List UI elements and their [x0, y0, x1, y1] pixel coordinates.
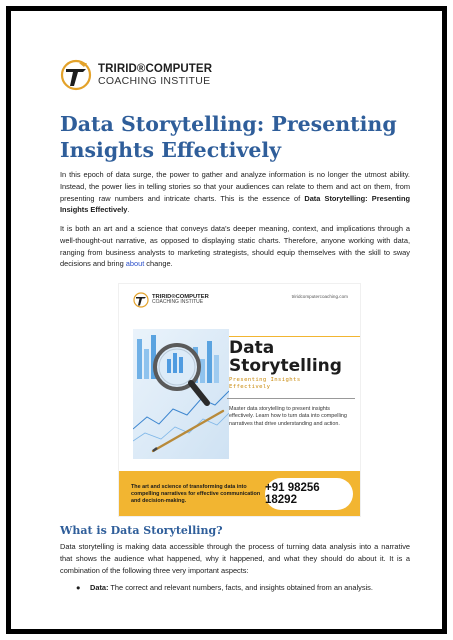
bullet-bold-term: Data:	[90, 583, 109, 592]
banner-phone-badge: +91 98256 18292	[265, 478, 353, 510]
tririd-logo-icon	[60, 59, 92, 91]
banner-logo-top: TRIRID®COMPUTER	[152, 294, 209, 301]
tririd-logo-icon	[133, 292, 149, 308]
title-line-1: Data Storytelling: Presenting	[60, 112, 397, 136]
intro-paragraph	[60, 169, 410, 216]
bullet-icon: ●	[76, 583, 81, 592]
intro-bold-text: Data Storytelling: Presenting Insights Effectively	[60, 193, 410, 215]
section-heading: What is Data Storytelling?	[60, 524, 223, 537]
banner-subtitle-line-1: Presenting Insights	[229, 377, 301, 383]
banner-title-line-2: Storytelling	[229, 356, 342, 376]
brand-name-top: TRIRID®COMPUTER	[98, 63, 213, 76]
banner-subtitle-line-2: Effectively	[229, 384, 271, 391]
second-paragraph	[60, 223, 410, 270]
banner-subtitle	[229, 377, 301, 392]
magnifier-chart-photo	[133, 329, 229, 459]
banner-title-line-1: Data	[229, 338, 275, 358]
banner-tagline: The art and science of transforming data into compelling narratives for effective communication and decision-making.	[131, 484, 261, 504]
intro-text: In this epoch of data surge, the power to gather and analyze information is no longer the utmost ability. Instead, the power lies in telling stories so that your audiences can relate to them and act on them, from presenting raw numbers and intricate charts. This is the essence of	[60, 170, 410, 203]
banner-divider	[227, 398, 355, 399]
banner-url: triridcomputercoaching.com	[291, 294, 348, 299]
page-title	[60, 111, 420, 163]
banner-title	[229, 339, 342, 375]
definition-paragraph: Data storytelling is making data accessible through the process of turning data analysis into a narrative that shows the audience what happened, why it happened, and what they should do about it. It is a combination of the following three very important aspects:	[60, 542, 410, 575]
banner-logo-bottom: COACHING INSTITUE	[152, 299, 204, 306]
intro-end: .	[127, 205, 130, 215]
brand-logo	[60, 55, 212, 95]
list-item	[76, 582, 373, 593]
bullet-text: The correct and relevant numbers, facts, and insights obtained from an analysis.	[108, 583, 373, 592]
second-end: change.	[144, 259, 173, 269]
brand-name-bottom: COACHING INSTITUE	[98, 74, 211, 87]
banner-logo	[133, 292, 209, 308]
promo-banner-image	[118, 283, 361, 517]
page-frame	[6, 6, 447, 634]
about-link[interactable]: about	[125, 259, 145, 269]
banner-description: Master data storytelling to present insights effectively. Learn how to turn data into compelling narratives that drive understanding and action.	[229, 406, 347, 427]
second-text: It is both an art and a science that conveys data's deeper meaning, context, and implications through a well-thought-out narrative, as opposed to displaying static charts. Therefore, anyone working with data, ranging from business analysts to marketing strategists, should equip themselves with the skill to sway decisions and bring	[60, 224, 410, 269]
title-line-2: Insights Effectively	[60, 138, 282, 162]
banner-footer	[119, 471, 361, 517]
